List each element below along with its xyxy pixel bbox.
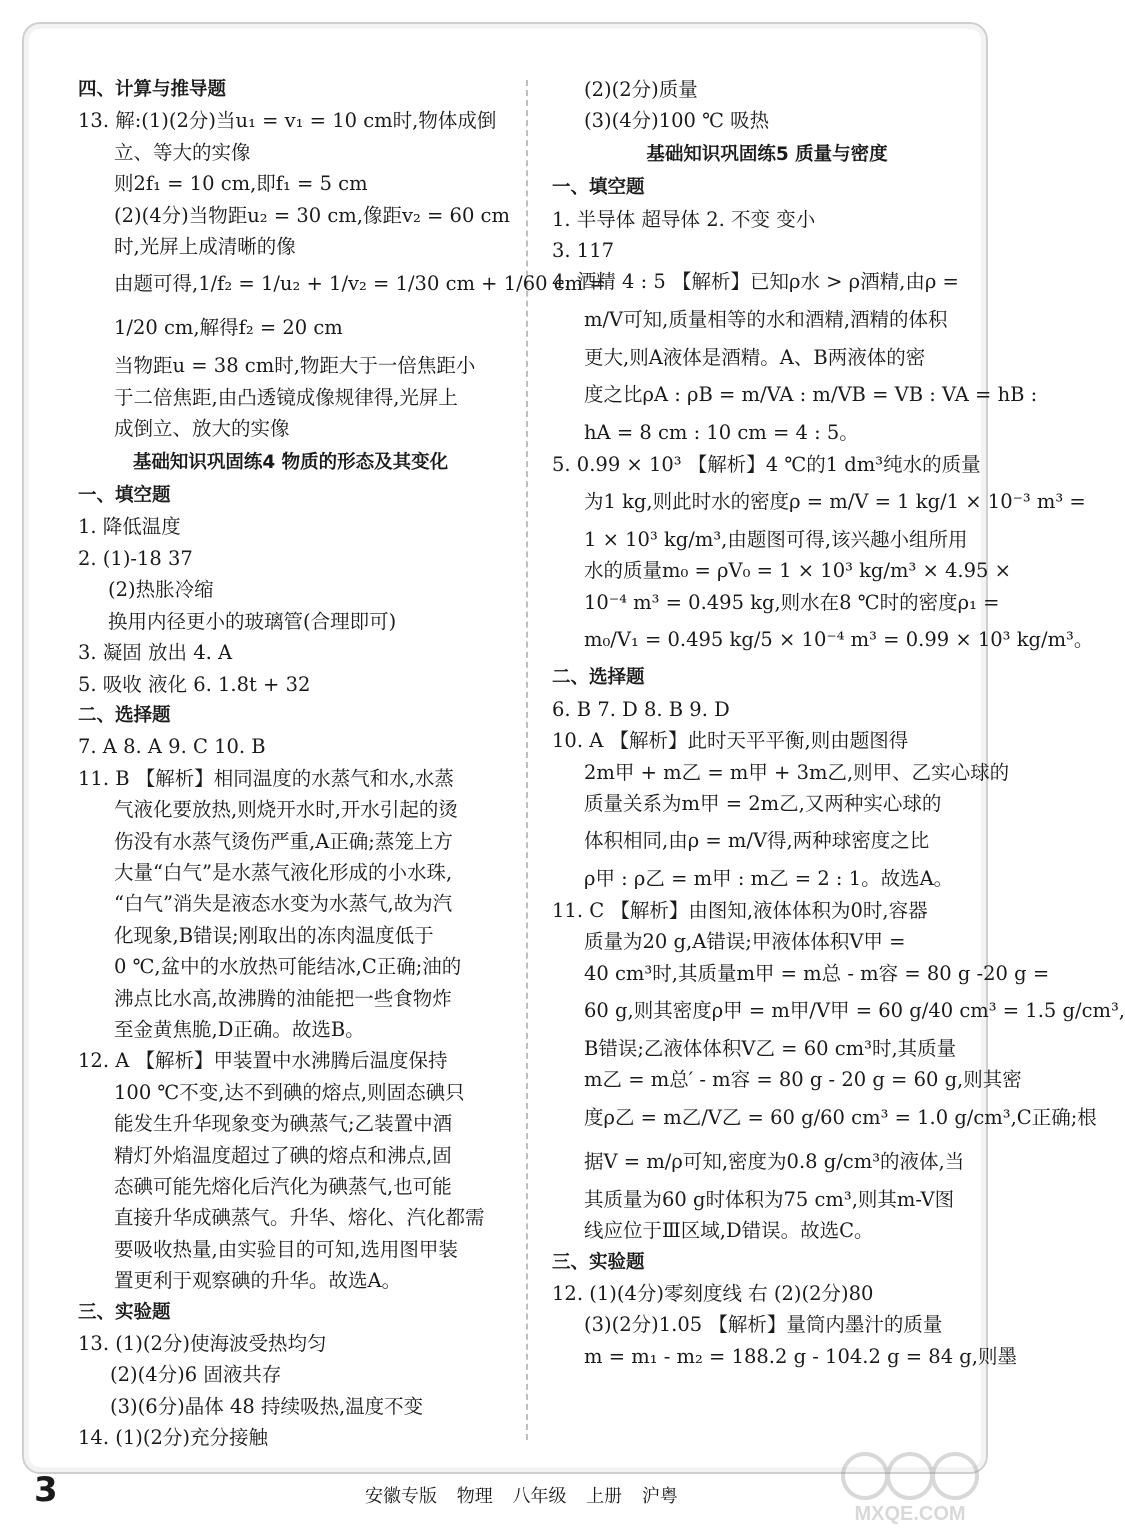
text-line: 时,光屏上成清晰的像	[114, 235, 296, 259]
text-line: 能发生升华现象变为碘蒸气;乙装置中酒	[114, 1112, 453, 1136]
text-line: B错误;乙液体体积V乙 = 60 cm³时,其质量	[584, 1036, 957, 1060]
text-line: 沸点比水高,故沸腾的油能把一些食物炸	[114, 986, 452, 1010]
answer-line: 4. 酒精 4 : 5 【解析】已知ρ水 > ρ酒精,由ρ =	[552, 270, 959, 294]
text-line: 更大,则A液体是酒精。A、B两液体的密	[584, 345, 926, 369]
text-line: 线应位于Ⅲ区域,D错误。故选C。	[584, 1219, 874, 1243]
text-line: (3)(2分)1.05 【解析】量筒内墨汁的质量	[584, 1313, 943, 1337]
text-line: m = m₁ - m₂ = 188.2 g - 104.2 g = 84 g,则墨	[584, 1344, 1017, 1368]
answer-line: (3)(4分)100 ℃ 吸热	[584, 109, 770, 133]
text-line: 质量为20 g,A错误;甲液体体积V甲 =	[584, 930, 906, 954]
answer-line: 11. B 【解析】相同温度的水蒸气和水,水蒸	[78, 766, 454, 790]
answer-line: 5. 吸收 液化 6. 1.8t + 32	[78, 672, 311, 696]
watermark-logo	[825, 1446, 995, 1526]
text-line: 成倒立、放大的实像	[114, 417, 290, 441]
text-line: 大量“白气”是水蒸气液化形成的小水珠,	[114, 860, 453, 884]
watermark-text: MXQE.COM	[854, 1503, 966, 1525]
text-line: 2m甲 + m乙 = m甲 + 3m乙,则甲、乙实心球的	[584, 760, 1010, 784]
text-line: 要吸收热量,由实验目的可知,选用图甲装	[114, 1237, 458, 1261]
formula-line: 度之比ρA : ρB = m/VA : m/VB = VB : VA = hB :	[584, 383, 1038, 407]
text-line: 精灯外焰温度超过了碘的熔点和沸点,固	[114, 1143, 452, 1167]
text-line: 置更利于观察碘的升华。故选A。	[114, 1269, 402, 1293]
answer-line: 11. C 【解析】由图知,液体体积为0时,容器	[552, 898, 928, 922]
answer-line: 换用内径更小的玻璃管(合理即可)	[108, 609, 397, 633]
text-line: 则2f₁ = 10 cm,即f₁ = 5 cm	[114, 172, 368, 196]
answer-line: 13. (1)(2分)使海波受热均匀	[78, 1332, 327, 1356]
text-line: 100 ℃不变,达不到碘的熔点,则固态碘只	[114, 1080, 465, 1104]
answer-line: 12. A 【解析】甲装置中水沸腾后温度保持	[78, 1049, 448, 1073]
text-line: 其质量为60 g时体积为75 cm³,则其m-V图	[584, 1187, 955, 1211]
text-line: 1 × 10³ kg/m³,由题图可得,该兴趣小组所用	[584, 528, 968, 552]
formula-line: 由题可得,1/f₂ = 1/u₂ + 1/v₂ = 1/30 cm + 1/60 cm =	[114, 272, 606, 296]
answer-line: 14. (1)(2分)充分接触	[78, 1426, 268, 1450]
formula-line: 体积相同,由ρ = m/V得,两种球密度之比	[584, 829, 930, 853]
text-line: 至金黄焦脆,D正确。故选B。	[114, 1017, 365, 1041]
answer-line: 2. (1)-18 37	[78, 546, 193, 570]
section-heading: 一、填空题	[552, 177, 645, 199]
section-heading: 二、选择题	[552, 667, 645, 689]
answer-line: (3)(6分)晶体 48 持续吸热,温度不变	[110, 1394, 424, 1418]
text-line: 态碘可能先熔化后汽化为碘蒸气,也可能	[114, 1175, 452, 1198]
answer-line: 10. A 【解析】此时天平平衡,则由题图得	[552, 729, 909, 753]
text-line: 气液化要放热,则烧开水时,开水引起的烫	[114, 798, 458, 822]
text-line: 10⁻⁴ m³ = 0.495 kg,则水在8 ℃时的密度ρ₁ =	[584, 590, 1000, 614]
text-line: 于二倍焦距,由凸透镜成像规律得,光屏上	[114, 385, 458, 409]
text-line: m乙 = m总′ - m容 = 80 g - 20 g = 60 g,则其密	[584, 1068, 1022, 1092]
exercise-title: 基础知识巩固练4 物质的形态及其变化	[132, 451, 449, 473]
text-line: (2)(4分)当物距u₂ = 30 cm,像距v₂ = 60 cm	[114, 203, 510, 227]
text-line: 立、等大的实像	[114, 140, 251, 164]
answer-line: 6. B 7. D 8. B 9. D	[552, 697, 730, 721]
answer-line: (2)(2分)质量	[584, 78, 698, 101]
formula-line: 据V = m/ρ可知,密度为0.8 g/cm³的液体,当	[584, 1149, 965, 1173]
answer-line: 3. 凝固 放出 4. A	[78, 641, 233, 665]
text-line: 水的质量m₀ = ρV₀ = 1 × 10³ kg/m³ × 4.95 ×	[584, 559, 1011, 583]
text-line: 0 ℃,盆中的水放热可能结冰,C正确;油的	[114, 955, 462, 979]
text-line: 质量关系为m甲 = 2m乙,又两种实心球的	[584, 791, 942, 815]
exercise-title: 基础知识巩固练5 质量与密度	[646, 143, 888, 165]
text-line: 化现象,B错误;刚取出的冻肉温度低于	[114, 923, 434, 947]
footer-text: 安徽专版 物理 八年级 上册 沪粤	[365, 1486, 678, 1507]
page-number: 3	[34, 1470, 58, 1510]
section-heading: 三、实验题	[78, 1301, 171, 1323]
formula-line: m/V可知,质量相等的水和酒精,酒精的体积	[584, 307, 948, 331]
formula-line: m₀/V₁ = 0.495 kg/5 × 10⁻⁴ m³ = 0.99 × 10³ kg/m³。	[584, 628, 1094, 652]
answer-line: 1. 半导体 超导体 2. 不变 变小	[552, 207, 816, 231]
answer-line: (2)(4分)6 固液共存	[110, 1363, 282, 1387]
section-heading: 一、填空题	[78, 485, 171, 507]
section-heading: 三、实验题	[552, 1251, 645, 1273]
answer-line: 7. A 8. A 9. C 10. B	[78, 735, 266, 759]
section-heading: 二、选择题	[78, 704, 171, 726]
answer-line: 5. 0.99 × 10³ 【解析】4 ℃的1 dm³纯水的质量	[552, 452, 981, 476]
formula-line: 1/20 cm,解得f₂ = 20 cm	[114, 316, 343, 340]
text-line: 13. 解:(1)(2分)当u₁ = v₁ = 10 cm时,物体成倒	[78, 109, 497, 133]
answer-line: (2)热胀冷缩	[108, 578, 214, 602]
text-line: 伤没有水蒸气烫伤严重,A正确;蒸笼上方	[114, 829, 453, 853]
text-line: hA = 8 cm : 10 cm = 4 : 5。	[584, 421, 859, 445]
answer-line: 12. (1)(4分)零刻度线 右 (2)(2分)80	[552, 1281, 874, 1305]
formula-line: 为1 kg,则此时水的密度ρ = m/V = 1 kg/1 × 10⁻³ m³ =	[584, 490, 1086, 514]
formula-line: 度ρ乙 = m乙/V乙 = 60 g/60 cm³ = 1.0 g/cm³,C正确;根	[584, 1105, 1097, 1129]
formula-line: 60 g,则其密度ρ甲 = m甲/V甲 = 60 g/40 cm³ = 1.5 g/cm³,	[584, 998, 1125, 1022]
text-line: 直接升华成碘蒸气。升华、熔化、汽化都需	[114, 1206, 485, 1230]
text-line: 当物距u = 38 cm时,物距大于一倍焦距小	[114, 354, 476, 378]
section-heading: 四、计算与推导题	[78, 79, 227, 100]
text-line: 40 cm³时,其质量m甲 = m总 - m容 = 80 g -20 g =	[584, 961, 1050, 985]
text-line: “白气”消失是液态水变为水蒸气,故为汽	[114, 892, 453, 916]
right-column	[552, 74, 1125, 1372]
answer-line: 1. 降低温度	[78, 515, 181, 539]
text-line: ρ甲 : ρ乙 = m甲 : m乙 = 2 : 1。故选A。	[584, 867, 954, 891]
answer-line: 3. 117	[552, 239, 615, 263]
